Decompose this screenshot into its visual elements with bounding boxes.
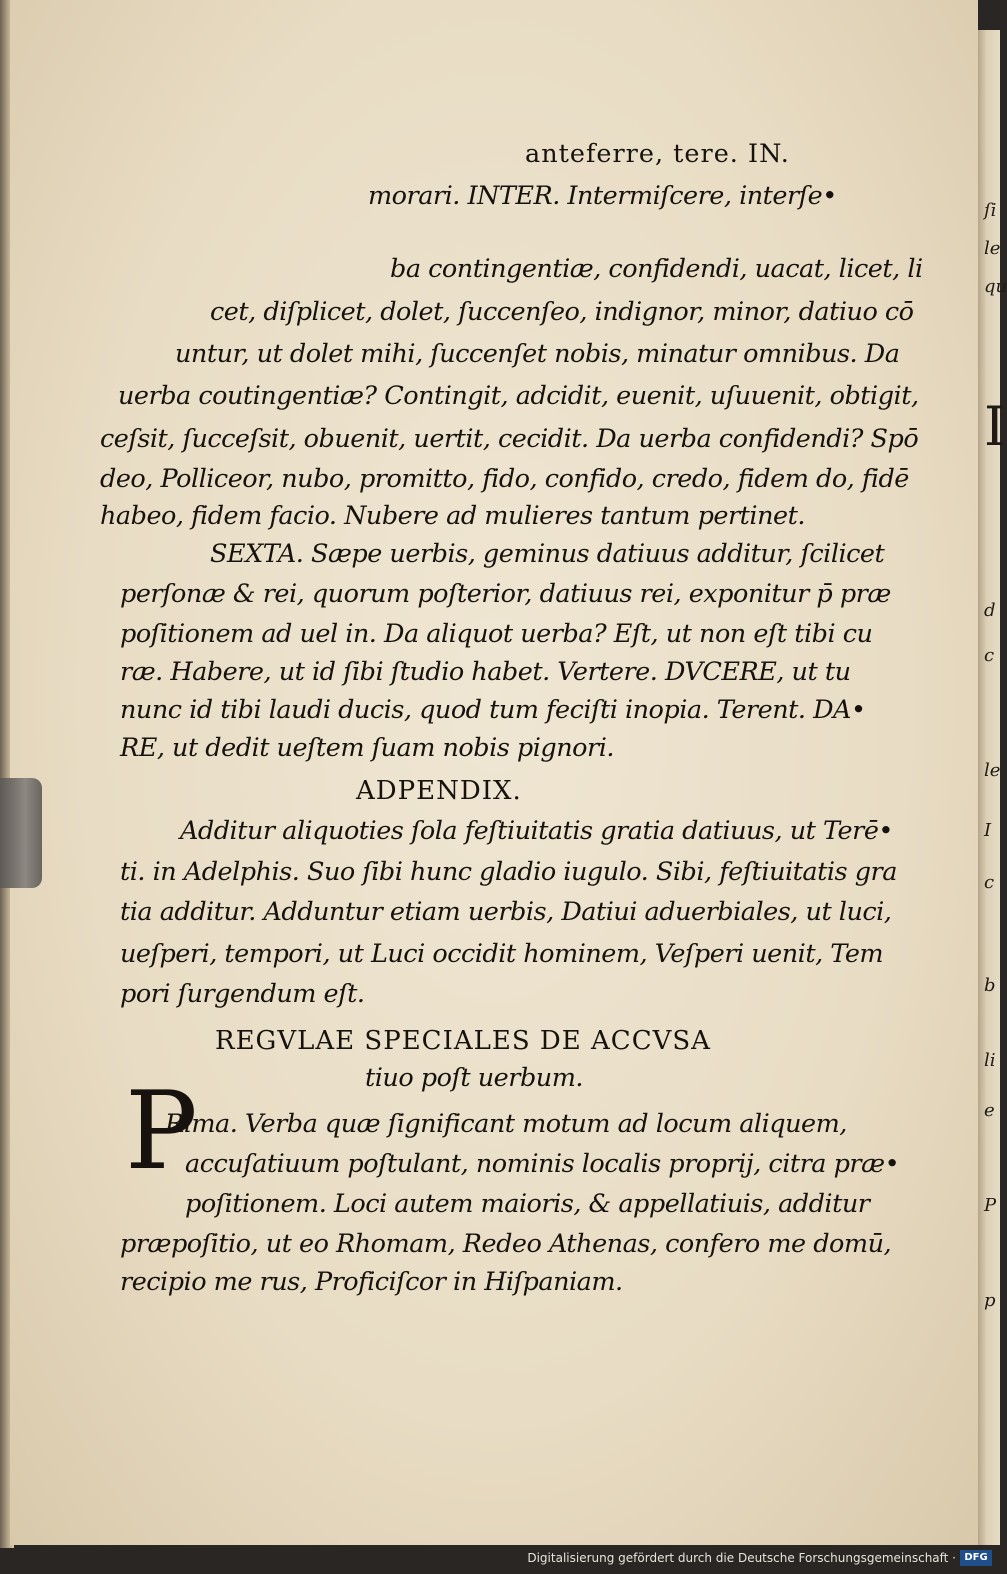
text-line: uerba coutingentiæ? Contingit, adcidit, euenit, uſuuenit, obtigit, xyxy=(118,381,919,411)
margin-letter: I xyxy=(984,820,992,841)
text-line: ceſsit, ſucceſsit, obuenit, uertit, cecidit. Da uerba confidendi? Spō xyxy=(100,424,919,454)
text-line: præpoſitio, ut eo Rhomam, Redeo Athenas, confero me domū, xyxy=(120,1229,892,1259)
margin-letter: I xyxy=(984,395,1006,458)
text-line: Rima. Verba quæ ſignificant motum ad locum aliquem, xyxy=(165,1109,847,1139)
text-line: ræ. Habere, ut id ſibi ſtudio habet. Vertere. DVCERE, ut tu xyxy=(120,657,851,687)
running-header: anteferre, tere. IN. xyxy=(525,139,790,169)
margin-letter: qu xyxy=(984,276,1007,297)
text-line: poſitionem ad uel in. Da aliquot uerba? Eſt, ut non eſt tibi cu xyxy=(120,619,873,649)
text-line: untur, ut dolet mihi, ſuccenſet nobis, minatur omnibus. Da xyxy=(175,339,900,369)
margin-letter: e xyxy=(984,1100,995,1121)
text-line: ba contingentiæ, confidendi, uacat, licet, li xyxy=(390,254,923,284)
margin-letter: c xyxy=(984,872,995,893)
margin-letter: b xyxy=(984,975,996,996)
text-line: Additur aliquoties ſola feſtiuitatis gratia datiuus, ut Terē• xyxy=(180,816,893,846)
text-line: perſonæ & rei, quorum poſterior, datiuus rei, exponitur p̄ præ xyxy=(120,579,891,609)
text-line: ti. in Adelphis. Suo ſibi hunc gladio iugulo. Sibi, feſtiuitatis gra xyxy=(120,857,897,887)
text-line: pori ſurgendum eſt. xyxy=(120,979,365,1009)
section-heading: ADPENDIX. xyxy=(356,776,522,806)
drop-cap: P xyxy=(125,1069,198,1194)
text-line: SEXTA. Sæpe uerbis, geminus datiuus additur, ſcilicet xyxy=(210,539,885,569)
margin-letter: le xyxy=(984,238,1001,259)
margin-letter: d xyxy=(984,600,996,621)
dfg-logo-icon: DFG xyxy=(960,1550,992,1566)
text-line: RE, ut dedit ueſtem ſuam nobis pignori. xyxy=(120,733,614,763)
margin-letter: c xyxy=(984,645,995,666)
text-line: accuſatiuum poſtulant, nominis localis proprij, citra præ• xyxy=(185,1149,900,1179)
margin-letter: ſi xyxy=(984,200,997,221)
text-line: recipio me rus, Proficiſcor in Hiſpaniam. xyxy=(120,1267,623,1297)
text-line: deo, Polliceor, nubo, promitto, fido, confido, credo, fidem do, fidē xyxy=(100,464,909,494)
text-line: ueſperi, tempori, ut Luci occidit hominem, Veſperi uenit, Tem xyxy=(120,939,884,969)
text-line: poſitionem. Loci autem maioris, & appellatiuis, additur xyxy=(185,1189,870,1219)
text-line: tia additur. Adduntur etiam uerbis, Datiui aduerbiales, ut luci, xyxy=(120,897,892,927)
text-line: habeo, fidem facio. Nubere ad mulieres tantum pertinet. xyxy=(100,501,805,531)
text-line: cet, diſplicet, dolet, ſuccenſeo, indignor, minor, datiuo cō xyxy=(210,297,914,327)
margin-letter: P xyxy=(984,1195,997,1216)
header-continuation: morari. INTER. Intermiſcere, interſe• xyxy=(368,181,837,211)
margin-letter: p xyxy=(984,1290,996,1311)
book-page xyxy=(10,0,978,1545)
section-subheading: tiuo poſt uerbum. xyxy=(365,1063,583,1093)
margin-letter: li xyxy=(984,1050,996,1071)
section-heading: REGVLAE SPECIALES DE ACCVSA xyxy=(215,1026,711,1056)
page-marker-tab xyxy=(0,778,42,888)
margin-letter: le xyxy=(984,760,1001,781)
footer-credit: Digitalisierung gefördert durch die Deutsche Forschungsgemeinschaft · xyxy=(527,1551,956,1565)
text-line: nunc id tibi laudi ducis, quod tum feciſti inopia. Terent. DA• xyxy=(120,695,866,725)
